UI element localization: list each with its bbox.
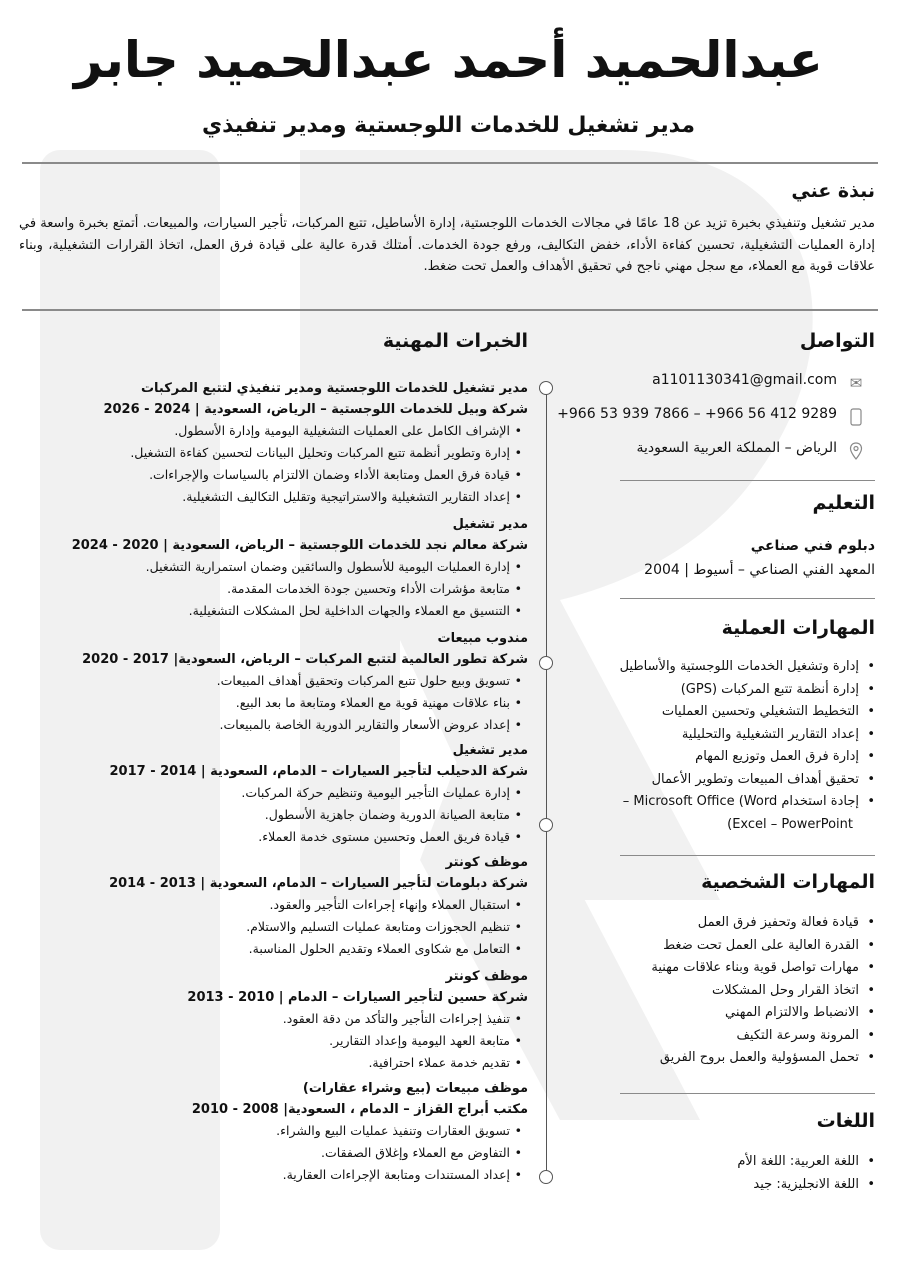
personal-skills-heading: المهارات الشخصية: [701, 871, 875, 893]
job-bullets: [18, 894, 528, 960]
job-bullet: • إعداد عروض الأسعار والتقارير الدورية الخاصة بالمبيعات.: [18, 714, 528, 736]
location-text: الرياض – المملكة العربية السعودية: [636, 440, 837, 456]
location-pin-icon: [847, 442, 865, 460]
contact-email[interactable]: [565, 372, 865, 398]
job-bullet: • متابعة مؤشرات الأداء وتحسين جودة الخدمات المقدمة.: [18, 578, 528, 600]
job-entry: [18, 515, 528, 622]
contact-heading: التواصل: [799, 330, 875, 352]
job-bullet: • استقبال العملاء وإنهاء إجراءات التأجير والعقود.: [18, 894, 528, 916]
timeline-dot: [539, 1170, 553, 1184]
job-entry: [18, 1079, 528, 1186]
languages-list: [737, 1151, 875, 1196]
job-title: مدير تشغيل: [452, 743, 528, 758]
timeline-dot: [539, 381, 553, 395]
languages-heading: اللغات: [816, 1110, 875, 1132]
list-item: • تحمل المسؤولية والعمل بروح الفريق: [651, 1047, 875, 1070]
list-item: • إعداد التقارير التشغيلية والتحليلية: [620, 724, 875, 747]
education-heading: التعليم: [812, 492, 875, 514]
job-company: شركة الدحيلب لتأجير السيارات – الدمام، السعودية | 2014 - 2017: [109, 764, 528, 779]
person-name: عبدالحميد أحمد عبدالحميد جابر: [74, 31, 823, 89]
job-bullets: [18, 1008, 528, 1074]
job-bullets: [18, 670, 528, 736]
list-item: • القدرة العالية على العمل تحت ضغط: [651, 935, 875, 958]
divider: [620, 1093, 875, 1094]
job-entry: [18, 629, 528, 736]
education-institute: المعهد الفني الصناعي – أسيوط | 2004: [644, 562, 875, 578]
job-bullet: • إدارة العمليات اليومية للأسطول والسائقين وضمان استمرارية التشغيل.: [18, 556, 528, 578]
job-company: مكتب أبراج القزاز – الدمام ، السعودية| 2008 - 2010: [191, 1102, 528, 1117]
phone-text: +966 53 939 7866 – +966 56 412 9289: [557, 406, 837, 422]
job-bullet: • تسويق وبيع حلول تتبع المركبات وتحقيق أهداف المبيعات.: [18, 670, 528, 692]
divider: [620, 855, 875, 856]
job-bullets: [18, 420, 528, 508]
list-item: • تحقيق أهداف المبيعات وتطوير الأعمال: [620, 769, 875, 792]
job-bullet: • تنفيذ إجراءات التأجير والتأكد من دقة العقود.: [18, 1008, 528, 1030]
timeline-line: [546, 385, 547, 1177]
timeline-dot: [539, 818, 553, 832]
list-item: • اللغة العربية: اللغة الأم: [737, 1151, 875, 1174]
list-item: • إدارة أنظمة تتبع المركبات (GPS): [620, 679, 875, 702]
list-item: • إدارة فرق العمل وتوزيع المهام: [620, 746, 875, 769]
list-item: • الانضباط والالتزام المهني: [651, 1002, 875, 1025]
job-company: شركة حسين لتأجير السيارات – الدمام | 2010 - 2013: [187, 990, 528, 1005]
envelope-icon: ✉: [849, 374, 863, 392]
list-item: Excel – PowerPoint): [727, 816, 853, 832]
job-bullet: • إعداد المستندات ومتابعة الإجراءات العقارية.: [18, 1164, 528, 1186]
divider: [620, 598, 875, 599]
job-bullet: • قيادة فريق العمل وتحسين مستوى خدمة العملاء.: [18, 826, 528, 848]
job-bullet: • التنسيق مع العملاء والجهات الداخلية لحل المشكلات التشغيلية.: [18, 600, 528, 622]
job-entry: [18, 853, 528, 960]
job-title-header: مدير تشغيل للخدمات اللوجستية ومدير تنفيذي: [201, 113, 696, 138]
divider: [620, 480, 875, 481]
contact-phones[interactable]: [557, 406, 865, 432]
education-degree: دبلوم فني صناعي: [750, 538, 875, 554]
job-bullet: • تسويق العقارات وتنفيذ عمليات البيع والشراء.: [18, 1120, 528, 1142]
job-bullet: • التفاوض مع العملاء وإغلاق الصفقات.: [18, 1142, 528, 1164]
job-bullet: • إدارة وتطوير أنظمة تتبع المركبات وتحليل البيانات لتحسين كفاءة التشغيل.: [18, 442, 528, 464]
list-item: • اللغة الانجليزية: جيد: [737, 1174, 875, 1197]
contact-location: [565, 440, 865, 466]
divider: [22, 162, 878, 164]
job-bullet: • قيادة فرق العمل ومتابعة الأداء وضمان الالتزام بالسياسات والإجراءات.: [18, 464, 528, 486]
job-bullet: • تنظيم الحجوزات ومتابعة عمليات التسليم والاستلام.: [18, 916, 528, 938]
job-bullet: • تقديم خدمة عملاء احترافية.: [18, 1052, 528, 1074]
technical-skills-list: [620, 656, 875, 836]
job-entry: [18, 379, 528, 508]
job-title: مندوب مبيعات: [437, 631, 528, 646]
technical-skills-heading: المهارات العملية: [721, 617, 875, 639]
job-title: موظف كونتر: [445, 969, 528, 984]
list-item: • مهارات تواصل قوية وبناء علاقات مهنية: [651, 957, 875, 980]
job-title: مدير تشغيل للخدمات اللوجستية ومدير تنفيذي لتتبع المركبات: [140, 381, 528, 396]
job-company: شركة معالم نجد للخدمات اللوجستية – الرياض، السعودية | 2020 - 2024: [71, 538, 528, 553]
job-title: مدير تشغيل: [452, 517, 528, 532]
job-bullets: [18, 1120, 528, 1186]
list-item: • قيادة فعالة وتحفيز فرق العمل: [651, 912, 875, 935]
job-bullet: • متابعة العهد اليومية وإعداد التقارير.: [18, 1030, 528, 1052]
phone-icon: [847, 408, 865, 426]
job-entry: [18, 967, 528, 1074]
list-item: • إدارة وتشغيل الخدمات اللوجستية والأساطيل: [620, 656, 875, 679]
job-bullet: • إعداد التقارير التشغيلية والاستراتيجية وتقليل التكاليف التشغيلية.: [18, 486, 528, 508]
divider: [22, 309, 878, 311]
personal-skills-list: [651, 912, 875, 1070]
job-bullet: • الإشراف الكامل على العمليات التشغيلية اليومية وإدارة الأسطول.: [18, 420, 528, 442]
email-text: a1101130341@gmail.com: [652, 372, 837, 388]
about-text: مدير تشغيل وتنفيذي بخبرة تزيد عن 18 عامًا في مجالات الخدمات اللوجستية، إدارة الأساطيل، تتبع المركبات، تأجير السيارات، والمبيعات. أتمتع بخبرة واسعة في إدارة العمليات التشغيلية، تحسين كفاءة الأداء، خفض التكاليف، ورفع جودة الخدمات. أمتلك قدرة عالية على قيادة فرق العمل، اتخاذ القرارات التشغيلية، وبناء علاقات قوية مع العملاء، مع سجل مهني ناجح في تحقيق الأهداف والعمل تحت ضغط.: [19, 216, 875, 274]
job-company: شركة تطور العالمية لتتبع المركبات – الرياض، السعودية| 2017 - 2020: [82, 652, 528, 667]
job-bullet: • التعامل مع شكاوى العملاء وتقديم الحلول المناسبة.: [18, 938, 528, 960]
job-company: شركة دبلومات لتأجير السيارات – الدمام، السعودية | 2013 - 2014: [109, 876, 528, 891]
job-bullet: • بناء علاقات مهنية قوية مع العملاء ومتابعة ما بعد البيع.: [18, 692, 528, 714]
list-item: • اتخاذ القرار وحل المشكلات: [651, 980, 875, 1003]
job-bullet: • متابعة الصيانة الدورية وضمان جاهزية الأسطول.: [18, 804, 528, 826]
job-bullets: [18, 782, 528, 848]
timeline-dot: [539, 656, 553, 670]
list-item: • إجادة استخدام Microsoft Office (Word –: [620, 791, 875, 814]
job-entry: [18, 741, 528, 848]
job-bullets: [18, 556, 528, 622]
job-title: موظف كونتر: [445, 855, 528, 870]
list-item: • التخطيط التشغيلي وتحسين العمليات: [620, 701, 875, 724]
about-heading: نبذة عني: [791, 180, 875, 202]
list-item: • المرونة وسرعة التكيف: [651, 1025, 875, 1048]
experience-heading: الخبرات المهنية: [382, 330, 528, 352]
job-bullet: • إدارة عمليات التأجير اليومية وتنظيم حركة المركبات.: [18, 782, 528, 804]
job-company: شركة وبيل للخدمات اللوجستية – الرياض، السعودية | 2024 - 2026: [103, 402, 528, 417]
job-title: موظف مبيعات (بيع وشراء عقارات): [302, 1081, 528, 1096]
